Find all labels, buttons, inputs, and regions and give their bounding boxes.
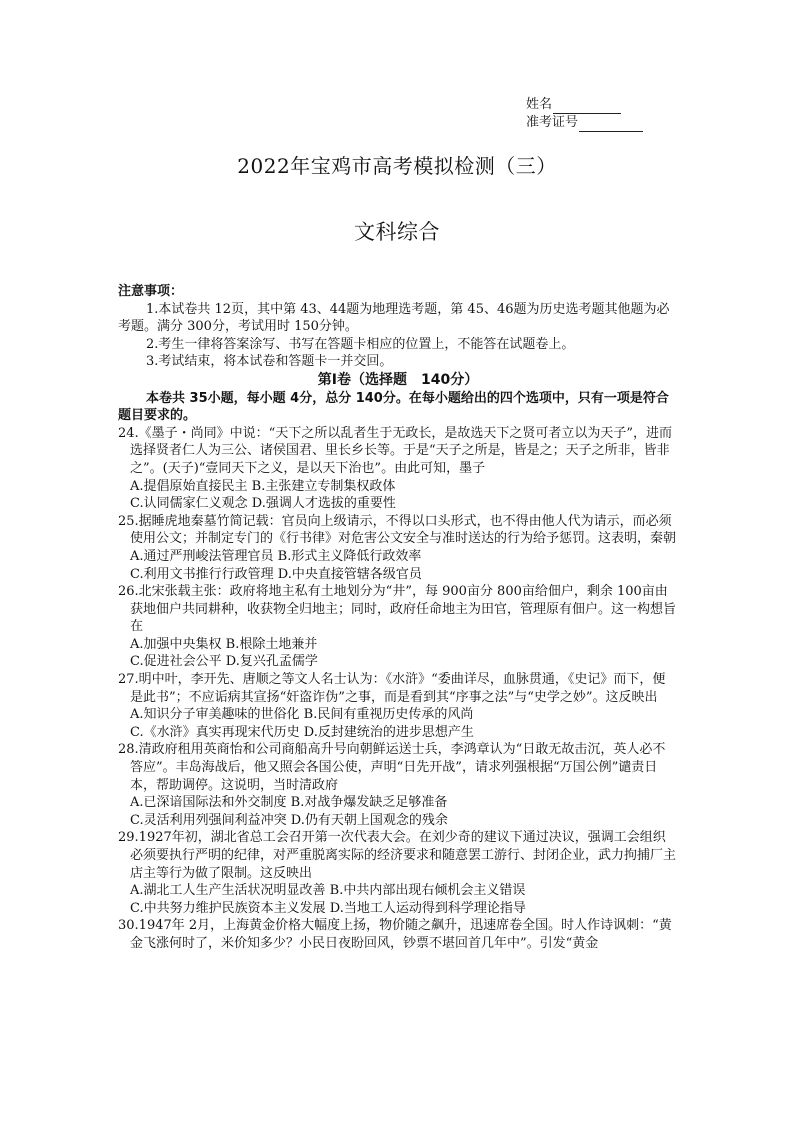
options-cd: C.灵活利用列强间利益冲突 D.仍有天朝上国观念的残余 — [130, 812, 448, 828]
options-ab: A.加强中央集权 B.根除土地兼并 — [130, 636, 318, 652]
id-label: 准考证号 — [526, 115, 579, 130]
section-instruction: 本卷共 35小题，每小题 4分，总分 140分。在每小题给出的四个选项中，只有一项是符合题目要求的。 — [118, 390, 669, 424]
options-ab: A.已深谙国际法和外交制度 B.对战争爆发缺乏足够准备 — [130, 795, 448, 811]
question-stem: 28.清政府租用英商怡和公司商船高升号向朝鲜运送士兵，李鸿章认为“日敢无故击沉，英人必不答应”。丰岛海战后，他又照会各国公使，声明“日先开战”，请求列强根据“万国公例”谴责日本，帮助调停。这说明，当时清政府 — [118, 742, 666, 793]
name-label: 姓名 — [526, 97, 553, 112]
name-blank[interactable] — [553, 100, 621, 114]
options-cd: C.促进社会公平 D.复兴孔孟儒学 — [130, 654, 318, 670]
options-cd: C.利用文书推行行政管理 D.中央直接管辖各级官员 — [130, 566, 422, 582]
notice-item-2: 2.考生一律将答案涂写、书写在答题卡相应的位置上，不能答在试题卷上。 — [146, 336, 575, 352]
notice-heading: 注意事项： — [118, 284, 184, 299]
question-stem: 27.明中叶，李开先、唐顺之等文人名士认为：《水浒》“委曲详尽，血脉贯通，《史记》而下，便是此书”；不应诟病其宣扬“奸盗诈伪”之事，而是看到其“序事之法”与“史学之妙”。这反映出 — [118, 672, 666, 705]
question-26 — [118, 583, 678, 671]
section-title: 第Ⅰ卷（选择题 140分） — [317, 371, 479, 388]
question-stem: 29.1927年初，湖北省总工会召开第一次代表大会。在刘少奇的建议下通过决议，强调工会组织必须要执行严明的纪律，对严重脱离实际的经济要求和随意罢工游行、封闭企业，武力拘捕厂主店主等行为做了限制。这反映出 — [118, 830, 677, 881]
notice-item-3: 3.考试结束，将本试卷和答题卡一并交回。 — [146, 354, 393, 370]
question-24 — [118, 425, 678, 513]
exam-title: 2022年宝鸡市高考模拟检测（三） — [237, 154, 557, 178]
question-stem: 26.北宋张载主张：政府将地主私有土地划分为“井”，每 900亩分 800亩给佃户，剩余 100亩由获地佃户共同耕种，收获物全归地主；同时，政府任命地主为田官，管理原有佃户。这一构想旨在 — [118, 584, 677, 635]
options-cd: C.认同儒家仁义观念 D.强调人才选拔的重要性 — [130, 496, 396, 512]
question-29 — [118, 829, 678, 917]
question-27 — [118, 671, 678, 741]
question-30 — [118, 917, 678, 952]
subject-title: 文科综合 — [354, 220, 440, 244]
options-ab: A.知识分子审美趣味的世俗化 B.民间有重视历史传承的风尚 — [130, 707, 474, 723]
options-ab: A.湖北工人生产生活状况明显改善 B.中共内部出现右倾机会主义错误 — [130, 883, 526, 899]
question-stem: 24.《墨子・尚同》中说：“天下之所以乱者生于无政长，是故选天下之贤可者立以为天子”，进而选择贤者仁人为三公、诸侯国君、里长乡长等。于是“天子之所是，皆是之；天子之所非，皆非之”。(天子)“壹同天下之义，是以天下治也”。由此可知，墨子 — [118, 425, 672, 476]
options-ab: A.提倡原始直接民主 B.主张建立专制集权政体 — [130, 478, 396, 494]
options-cd: C.《水浒》真实再现宋代历史 D.反封建统治的进步思想产生 — [130, 724, 474, 740]
notice-item-1: 1.本试卷共 12页，其中第 43、44题为地理选考题，第 45、46题为历史选考题其他题为必考题。满分 300分，考试用时 150分钟。 — [118, 301, 670, 335]
name-row — [526, 96, 643, 114]
exam-content — [118, 283, 678, 953]
question-stem: 25.据睡虎地秦墓竹简记载：官员向上级请示，不得以口头形式，也不得由他人代为请示，而必须使用公文；并制定专门的《行书律》对危害公文安全与准时送达的行为给予惩罚。这表明，秦朝 — [118, 513, 677, 547]
question-28 — [118, 741, 678, 829]
question-25 — [118, 513, 678, 583]
question-stem: 30.1947年 2月，上海黄金价格大幅度上扬，物价随之飙升，迅速席卷全国。时人作诗讽刺：“黄金飞涨何时了，米价知多少？小民日夜盼回风，钞票不堪回首几年中”。引发“黄金 — [118, 918, 672, 951]
id-blank[interactable] — [579, 118, 643, 132]
options-ab: A.通过严刑峻法管理官员 B.形式主义降低行政效率 — [130, 548, 422, 564]
options-cd: C.中共努力维护民族资本主义发展 D.当地工人运动得到科学理论指导 — [130, 900, 526, 916]
candidate-info — [526, 96, 643, 132]
id-row — [526, 114, 643, 132]
